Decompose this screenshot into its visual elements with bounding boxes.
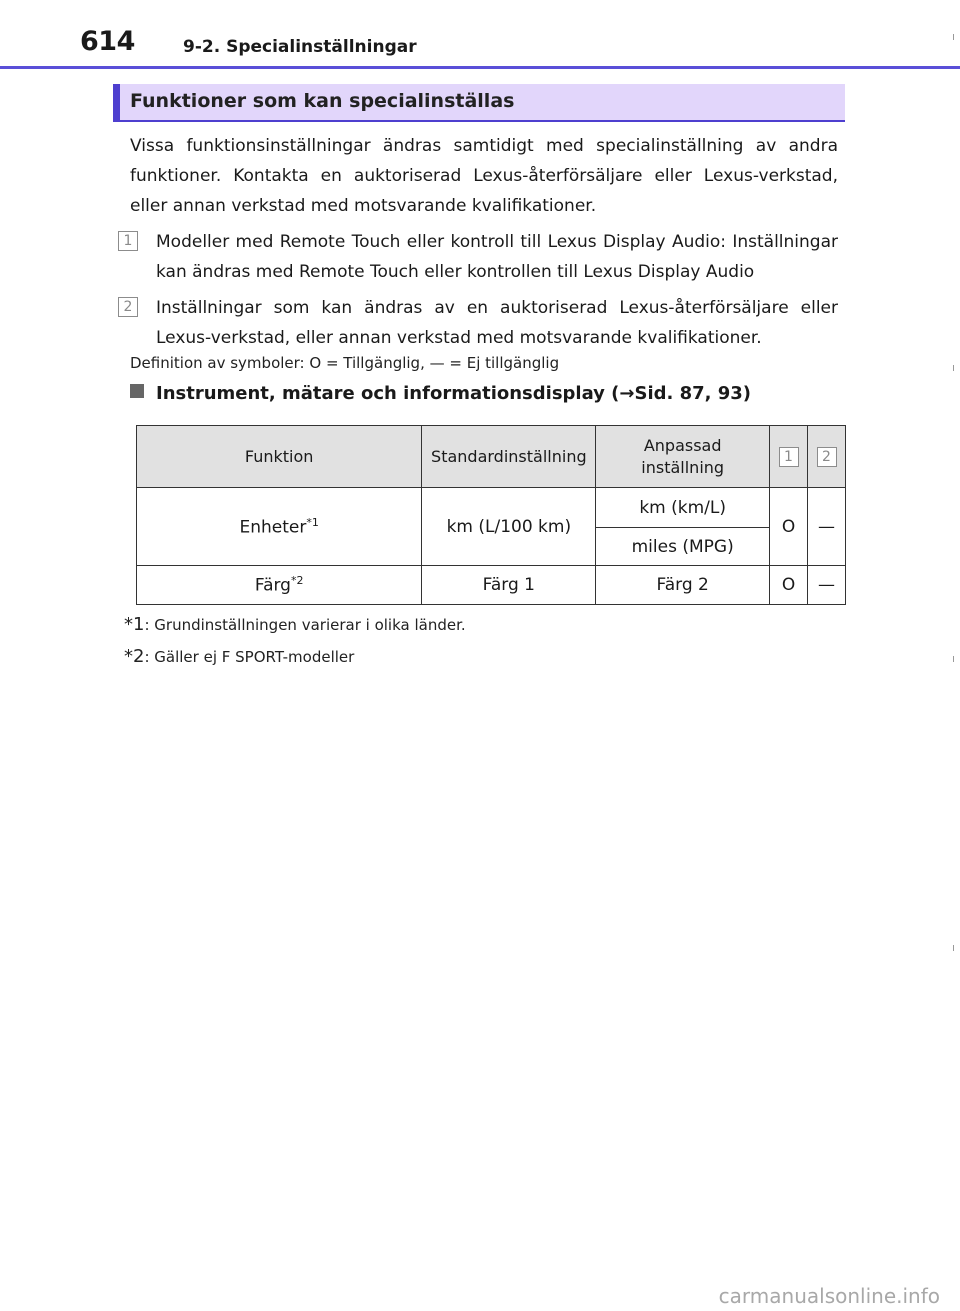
table-header-row: [137, 426, 846, 488]
subsection-heading: [130, 383, 751, 404]
header-custom: [596, 426, 770, 488]
cell-custom: Färg 2: [596, 566, 770, 605]
numbered-item-text: Inställningar som kan ändras av en auktoriserad Lexus-återförsäljare eller Lexus-verkstad, eller annan verkstad med motsvarande kvalifikationer.: [156, 298, 838, 348]
cell-default: km (L/100 km): [422, 488, 596, 566]
section-title: Funktioner som kan specialinställas: [130, 90, 515, 112]
symbol-legend: Definition av symboler: O = Tillgänglig, — = Ej tillgänglig: [130, 354, 560, 372]
settings-table: [136, 425, 846, 605]
crop-mark: [953, 34, 954, 40]
header-col-2: [808, 426, 846, 488]
footnote-mark: *1: [124, 614, 145, 635]
cell-col-1: O: [770, 488, 808, 566]
header-custom-line2: inställning: [641, 457, 725, 477]
cell-custom: miles (MPG): [596, 528, 770, 566]
header-custom-line1: Anpassad: [643, 435, 722, 455]
function-name: Färg: [254, 575, 291, 596]
footnote-text: : Gäller ej F SPORT-modeller: [144, 648, 355, 666]
crop-mark: [953, 365, 954, 371]
page-number: 614: [80, 26, 135, 57]
numbered-item-text: Modeller med Remote Touch eller kontroll till Lexus Display Audio: Inställningar kan ändras med Remote Touch eller kontrollen till Lexus Display Audio: [156, 232, 838, 282]
footnote-2: [124, 646, 354, 667]
footnote-mark: *2: [290, 574, 304, 588]
number-badge-1: 1: [118, 231, 138, 251]
header-function: Funktion: [137, 426, 422, 488]
numbered-item-1: [118, 227, 838, 287]
table-row: [137, 488, 846, 528]
footnote-1: [124, 614, 466, 635]
number-badge-icon: 2: [817, 447, 837, 467]
function-name: Enheter: [239, 517, 307, 538]
cell-default: Färg 1: [422, 566, 596, 605]
cell-custom: km (km/L): [596, 488, 770, 528]
cell-col-1: O: [770, 566, 808, 605]
crop-mark: [953, 656, 954, 662]
footnote-mark: *1: [306, 515, 319, 529]
header-default: Standardinställning: [422, 426, 596, 488]
cell-function: [137, 566, 422, 605]
watermark: carmanualsonline.info: [718, 1284, 940, 1308]
number-badge-icon: 1: [779, 447, 799, 467]
footnote-mark: *2: [124, 646, 145, 667]
cell-col-2: —: [808, 566, 846, 605]
footnote-text: : Grundinställningen varierar i olika länder.: [144, 616, 466, 634]
square-bullet-icon: [130, 384, 144, 398]
running-head: 9-2. Specialinställningar: [183, 37, 417, 57]
number-badge-2: 2: [118, 297, 138, 317]
cell-col-2: —: [808, 488, 846, 566]
subsection-title: Instrument, mätare och informationsdisplay (→Sid. 87, 93): [156, 383, 752, 404]
table-row: [137, 566, 846, 605]
crop-mark: [953, 945, 954, 951]
cell-function: [137, 488, 422, 566]
header-col-1: [770, 426, 808, 488]
section-banner: [113, 84, 845, 122]
top-rule: [0, 66, 960, 69]
numbered-item-2: [118, 293, 838, 353]
intro-paragraph: Vissa funktionsinställningar ändras samtidigt med specialinställning av andra funktioner. Kontakta en auktoriserad Lexus-återförsäljare eller Lexus-verkstad, eller annan verkstad med motsvarande kvalifikationer.: [130, 136, 838, 216]
